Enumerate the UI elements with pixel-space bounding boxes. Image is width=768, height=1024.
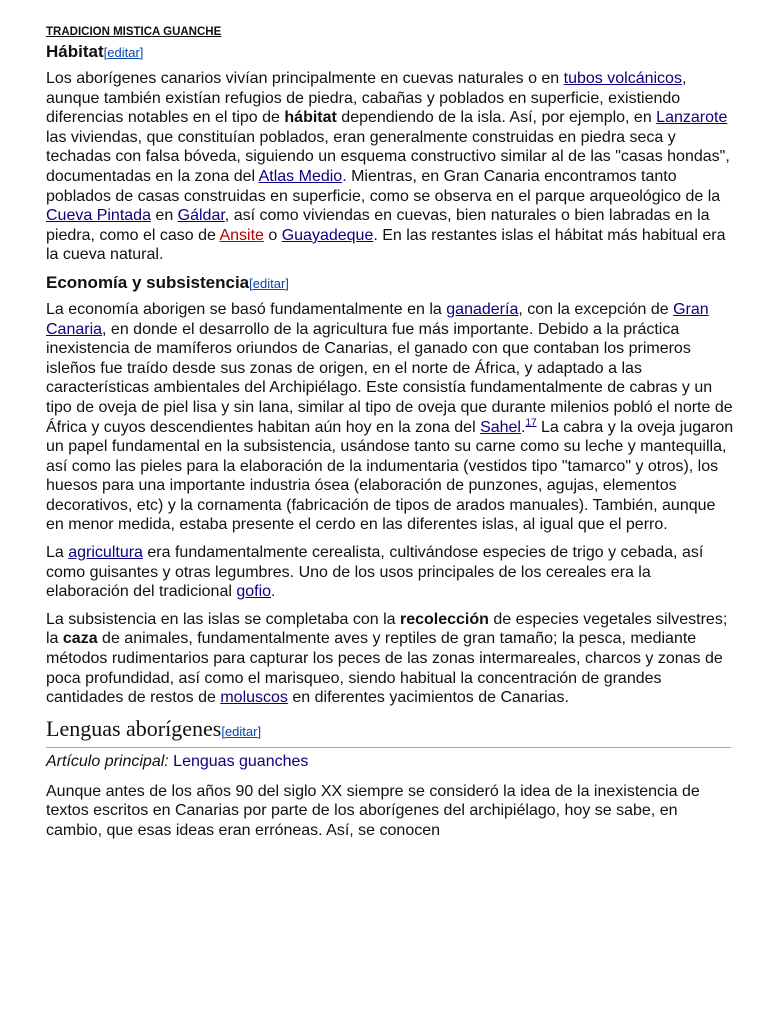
text: era fundamentalmente cerealista, cultivándose especies de trigo y cebada, así como guisantes y otras legumbres. Uno de los usos principales de los cereales era la elaboración del tradicional xyxy=(46,544,704,601)
link-galdar[interactable]: Gáldar xyxy=(177,207,225,225)
bold-text: recolección xyxy=(399,610,489,628)
text: La cabra y la oveja jugaron un papel fundamental en la subsistencia, usándose tanto su carne como su leche y mantequilla, así como las pieles para la elaboración de la indumentaria (vestidos tipo "tamarco" y otros), los huesos para una importante industria ósea (elaboración de punzones, agujas, elementos decorativos, etc) y la cornamenta (fabricación de tipos de arados manuales). También, aunque en menor medida, estaba presente el cerdo en las diferentes islas, al igual que el perro. xyxy=(46,418,734,534)
text: , con la excepción de xyxy=(518,300,674,318)
paragraph-economia-3 xyxy=(46,610,736,708)
text: dependiendo de la isla. Así, por ejemplo, en xyxy=(336,109,657,127)
heading-text: Hábitat xyxy=(46,42,104,61)
section-heading-economia xyxy=(46,273,768,294)
bold-text: hábitat xyxy=(284,109,337,127)
bold-text: caza xyxy=(62,630,98,648)
text: La xyxy=(46,544,69,562)
hatnote-prefix: Artículo principal: xyxy=(46,752,169,770)
text: , así como viviendas en cuevas, bien naturales o bien labradas en la piedra, como el caso de xyxy=(46,207,710,244)
text: Los aborígenes canarios vivían principalmente en cuevas naturales o en xyxy=(46,70,564,87)
paragraph-habitat xyxy=(46,69,736,265)
heading-text: Economía y subsistencia xyxy=(46,272,250,292)
section-heading-habitat xyxy=(46,42,768,63)
link-gofio[interactable]: gofio xyxy=(236,583,272,601)
text: . Mientras, en Gran Canaria encontramos tanto poblados de casas construidas en superficie, como se observa en el parque arqueológico de la xyxy=(46,167,721,205)
section-heading-lenguas xyxy=(46,716,731,748)
edit-section-habitat: [editar] xyxy=(103,45,144,60)
heading-text: Lenguas aborígenes xyxy=(46,715,222,741)
text: de especies vegetales silvestres; la xyxy=(46,610,728,648)
link-cueva-pintada[interactable]: Cueva Pintada xyxy=(46,207,151,225)
text: La subsistencia en las islas se completaba con la xyxy=(46,610,400,628)
paragraph-economia-1: La economía aborigen se basó fundamentalmente en la ganadería, con la excepción de Gran Canaria, en donde el desarrollo de la agricultura fue más importante. Debido a la práctica inexistencia de mamíferos oriundos de Canarias, el ganado con que contaban los primeros isleños fue traído desde sus zonas de origen, en el norte de África, y adaptado a las características ambientales del Archipiélago. Este consistía fundamentalmente de cabras y un tipo de oveja de piel lisa y sin lana, similar al tipo de oveja que durante milenios pobló el norte de África y cuyos descendientes habitan aún hoy en la zona del Sahel.$^{17}$ La cabra y la oveja jugaron un papel fundamental en la subsistencia, usándose tanto su carne como su leche y mantequilla, así como las pieles para la elaboración de la indumentaria (vestidos tipo "tamarco" y otros), los huesos para una importante industria ósea (elaboración de punzones, agujas, elementos decorativos, etc) y la cornamenta (fabricación de tipos de arados manuales). También, aunque en menor medida, estaba presente el cerdo en las diferentes islas, al igual que el perro. xyxy=(46,300,734,534)
link-sahel[interactable]: Sahel xyxy=(480,418,521,436)
link-tubos-volcanicos[interactable]: tubos volcánicos xyxy=(563,70,682,87)
document-title: TRADICION MISTICA GUANCHE xyxy=(46,26,222,38)
edit-link[interactable]: editar xyxy=(107,45,140,60)
link-atlas-medio[interactable]: Atlas Medio xyxy=(258,167,343,185)
text: de animales, fundamentalmente aves y reptiles de gran tamaño; la pesca, mediante métodos rudimentarios para capturar los peces de las zonas intermareales, charcos y zonas de poca profundidad, así como el marisqueo, siendo habitual la concentración de grandes cantidades de restos de xyxy=(46,630,723,707)
text: . xyxy=(271,583,276,601)
link-lanzarote[interactable]: Lanzarote xyxy=(656,109,728,127)
main-article-note xyxy=(46,752,768,772)
text: las viviendas, que constituían poblados, eran generalmente construidas en piedra seca y techadas con falsa bóveda, siguiendo un esquema constructivo similar al de las "casas hondas", documentadas en la zona del xyxy=(46,128,730,185)
link-ganaderia[interactable]: ganadería xyxy=(446,300,519,318)
reference-link[interactable]: 17 xyxy=(525,417,537,429)
text: en diferentes yacimientos de Canarias. xyxy=(287,689,569,707)
link-agricultura[interactable]: agricultura xyxy=(68,544,143,562)
edit-section-lenguas: [editar] xyxy=(221,723,262,739)
link-moluscos[interactable]: moluscos xyxy=(220,689,288,707)
paragraph-lenguas: Aunque antes de los años 90 del siglo XX siempre se consideró la idea de la inexistencia de textos escritos en Canarias por parte de los aborígenes del archipiélago, hoy se sabe, en cambio, que esas ideas eran erróneas. Así, se conocen xyxy=(46,782,700,839)
text: en xyxy=(150,207,178,225)
reference-marker xyxy=(525,417,536,428)
text: La economía aborigen se basó fundamentalmente en la xyxy=(46,300,447,318)
link-gran-canaria[interactable]: Gran Canaria xyxy=(46,300,709,338)
text: , en donde el desarrollo de la agricultura fue más importante. Debido a la práctica inexistencia de mamíferos oriundos de Canarias, el ganado con que contaban los primeros isleños fue traído desde sus zonas de origen, en el norte de África, y adaptado a las características ambientales del Archipiélago. Este consistía fundamentalmente de cabras y un tipo de oveja de piel lisa y sin lana, similar al tipo de oveja que durante milenios pobló el norte de África y cuyos descendientes habitan aún hoy en la zona del xyxy=(46,320,733,436)
edit-link[interactable]: editar xyxy=(252,275,286,291)
paragraph-economia-2 xyxy=(46,543,736,602)
link-lenguas-guanches[interactable]: Lenguas guanches xyxy=(173,752,309,770)
edit-link[interactable]: editar xyxy=(224,723,258,739)
link-ansite[interactable]: Ansite xyxy=(219,226,264,244)
text: , aunque también existían refugios de piedra, cabañas y poblados en superficie, existiendo diferencias notables en el tipo de xyxy=(46,70,687,127)
text: . En las restantes islas el hábitat más habitual era la cueva natural. xyxy=(46,226,726,264)
text: o xyxy=(263,226,282,244)
edit-section-economia: [editar] xyxy=(249,275,289,291)
link-guayadeque[interactable]: Guayadeque xyxy=(281,226,374,244)
